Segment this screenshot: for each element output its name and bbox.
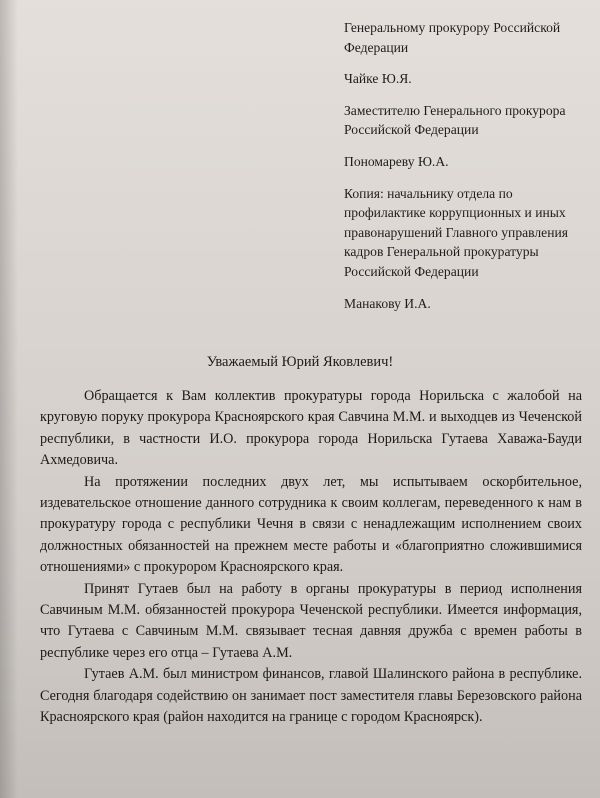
paragraph: Принят Гутаев был на работу в органы прокуратуры в период исполнения Савчиным М.М. обязанностей прокурора Чеченской республики. Имеется информация, что Гутаева с Савчиным М.М. связывает тесная давняя дружба с времен работы в республике через его отца – Гутаева А.М.	[40, 580, 582, 661]
recipient-line: Заместителю Генерального прокурора Российской Федерации	[344, 102, 566, 138]
page-shadow	[0, 0, 18, 798]
paragraph: Гутаев А.М. был министром финансов, главой Шалинского района в республике. Сегодня благодаря содействию он занимает пост заместителя главы Березовского района Красноярского края (район находится на границе с городом Красноярск).	[40, 666, 582, 726]
recipient-line: Генеральному прокурору Российской Федерации	[344, 20, 561, 55]
recipient-line: Копия: начальнику отдела по профилактике коррупционных и иных правонарушений Главного управления кадров Генеральной прокуратуры Российской Федерации	[344, 185, 569, 279]
paragraph: На протяжении последних двух лет, мы испытываем оскорбительное, издевательское отношение данного сотрудника к своим коллегам, переведенного к нам в прокуратуру города с республики Чечня в связи с ненадлежащим исполнением своих должностных обязанностей на прежнем месте работы и «благоприятно сложившимися отношениями» с прокурором Красноярского края.	[40, 473, 582, 576]
letter-body	[40, 386, 582, 729]
recipient-block	[344, 18, 589, 313]
recipient-line: Пономареву Ю.А.	[344, 153, 449, 169]
recipient-line: Чайке Ю.Я.	[344, 71, 412, 87]
recipient-line: Манакову И.А.	[344, 295, 431, 311]
paragraph: Обращается к Вам коллектив прокуратуры города Норильска с жалобой на круговую поруку прокурора Красноярского края Савчина М.М. и выходцев из Чеченской республики, в частности И.О. прокурора города Норильска Гутаева Хаважа-Бауди Ахмедовича.	[40, 388, 582, 469]
salutation: Уважаемый Юрий Яковлевич!	[206, 354, 394, 370]
